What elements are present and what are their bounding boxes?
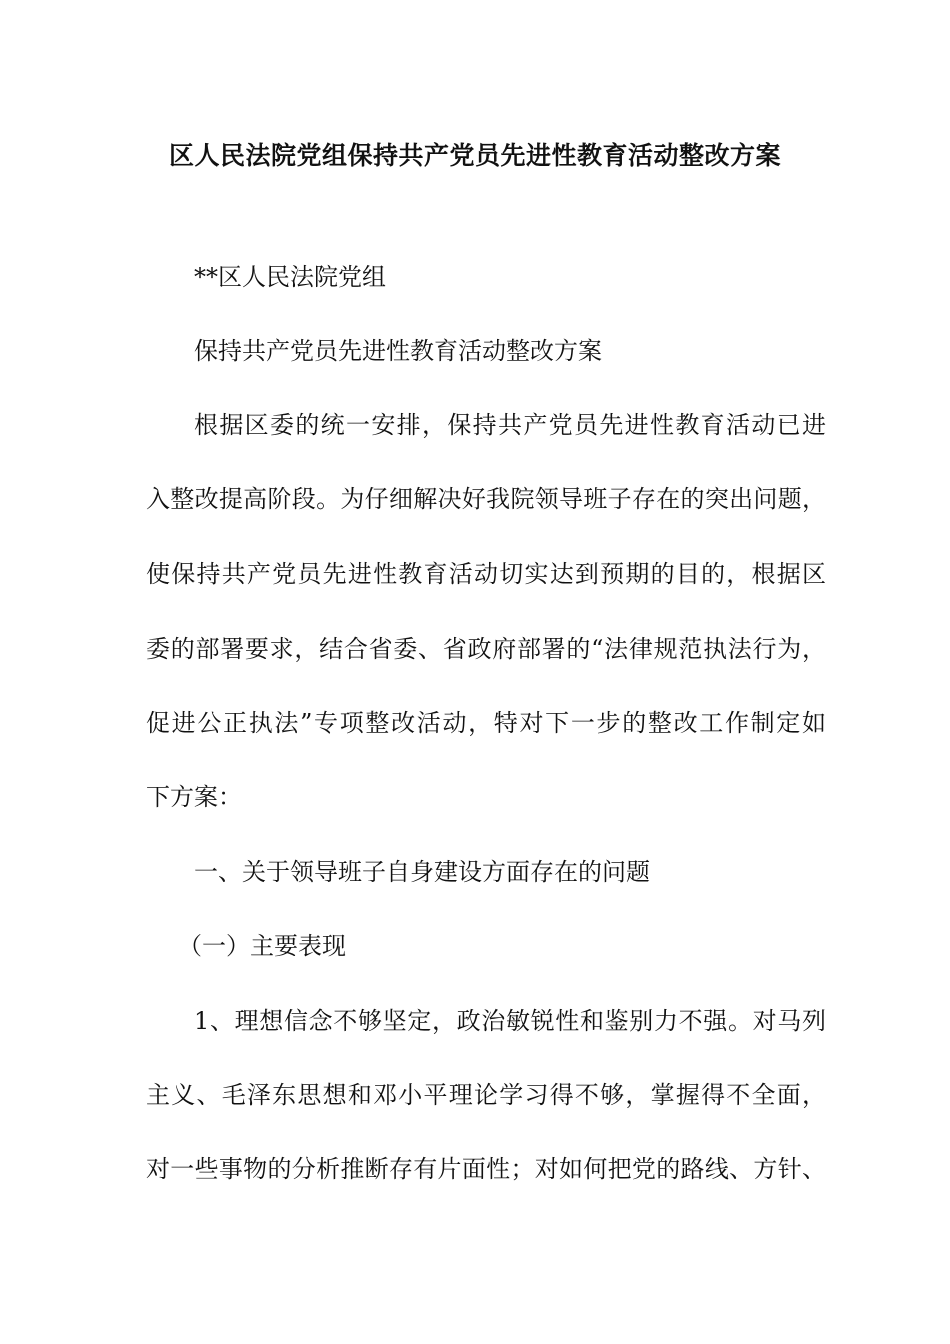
subsection-heading: （一）主要表现 [178,932,346,960]
document-title: 区人民法院党组保持共产党员先进性教育活动整改方案 [168,141,781,170]
paragraph-line: 主义、毛泽东思想和邓小平理论学习得不够，掌握得不全面， [146,1081,826,1109]
paragraph-line: 根据区委的统一安排，保持共产党员先进性教育活动已进 [194,411,826,439]
paragraph-line: 委的部署要求，结合省委、省政府部署的“法律规范执法行为， [146,635,826,663]
paragraph-line: 1、理想信念不够坚定，政治敏锐性和鉴别力不强。对马列 [194,1007,826,1035]
paragraph-line: 对一些事物的分析推断存有片面性；对如何把党的路线、方针、 [146,1155,826,1183]
paragraph-line: 促进公正执法”专项整改活动，特对下一步的整改工作制定如 [146,709,826,737]
paragraph-line: 下方案： [146,783,242,811]
paragraph-line: 入整改提高阶段。为仔细解决好我院领导班子存在的突出问题， [146,485,826,513]
paragraph-subtitle: 保持共产党员先进性教育活动整改方案 [194,337,602,365]
section-heading: 一、关于领导班子自身建设方面存在的问题 [194,858,650,886]
paragraph-line: 使保持共产党员先进性教育活动切实达到预期的目的，根据区 [146,560,826,588]
paragraph-org-name: **区人民法院党组 [194,263,386,291]
